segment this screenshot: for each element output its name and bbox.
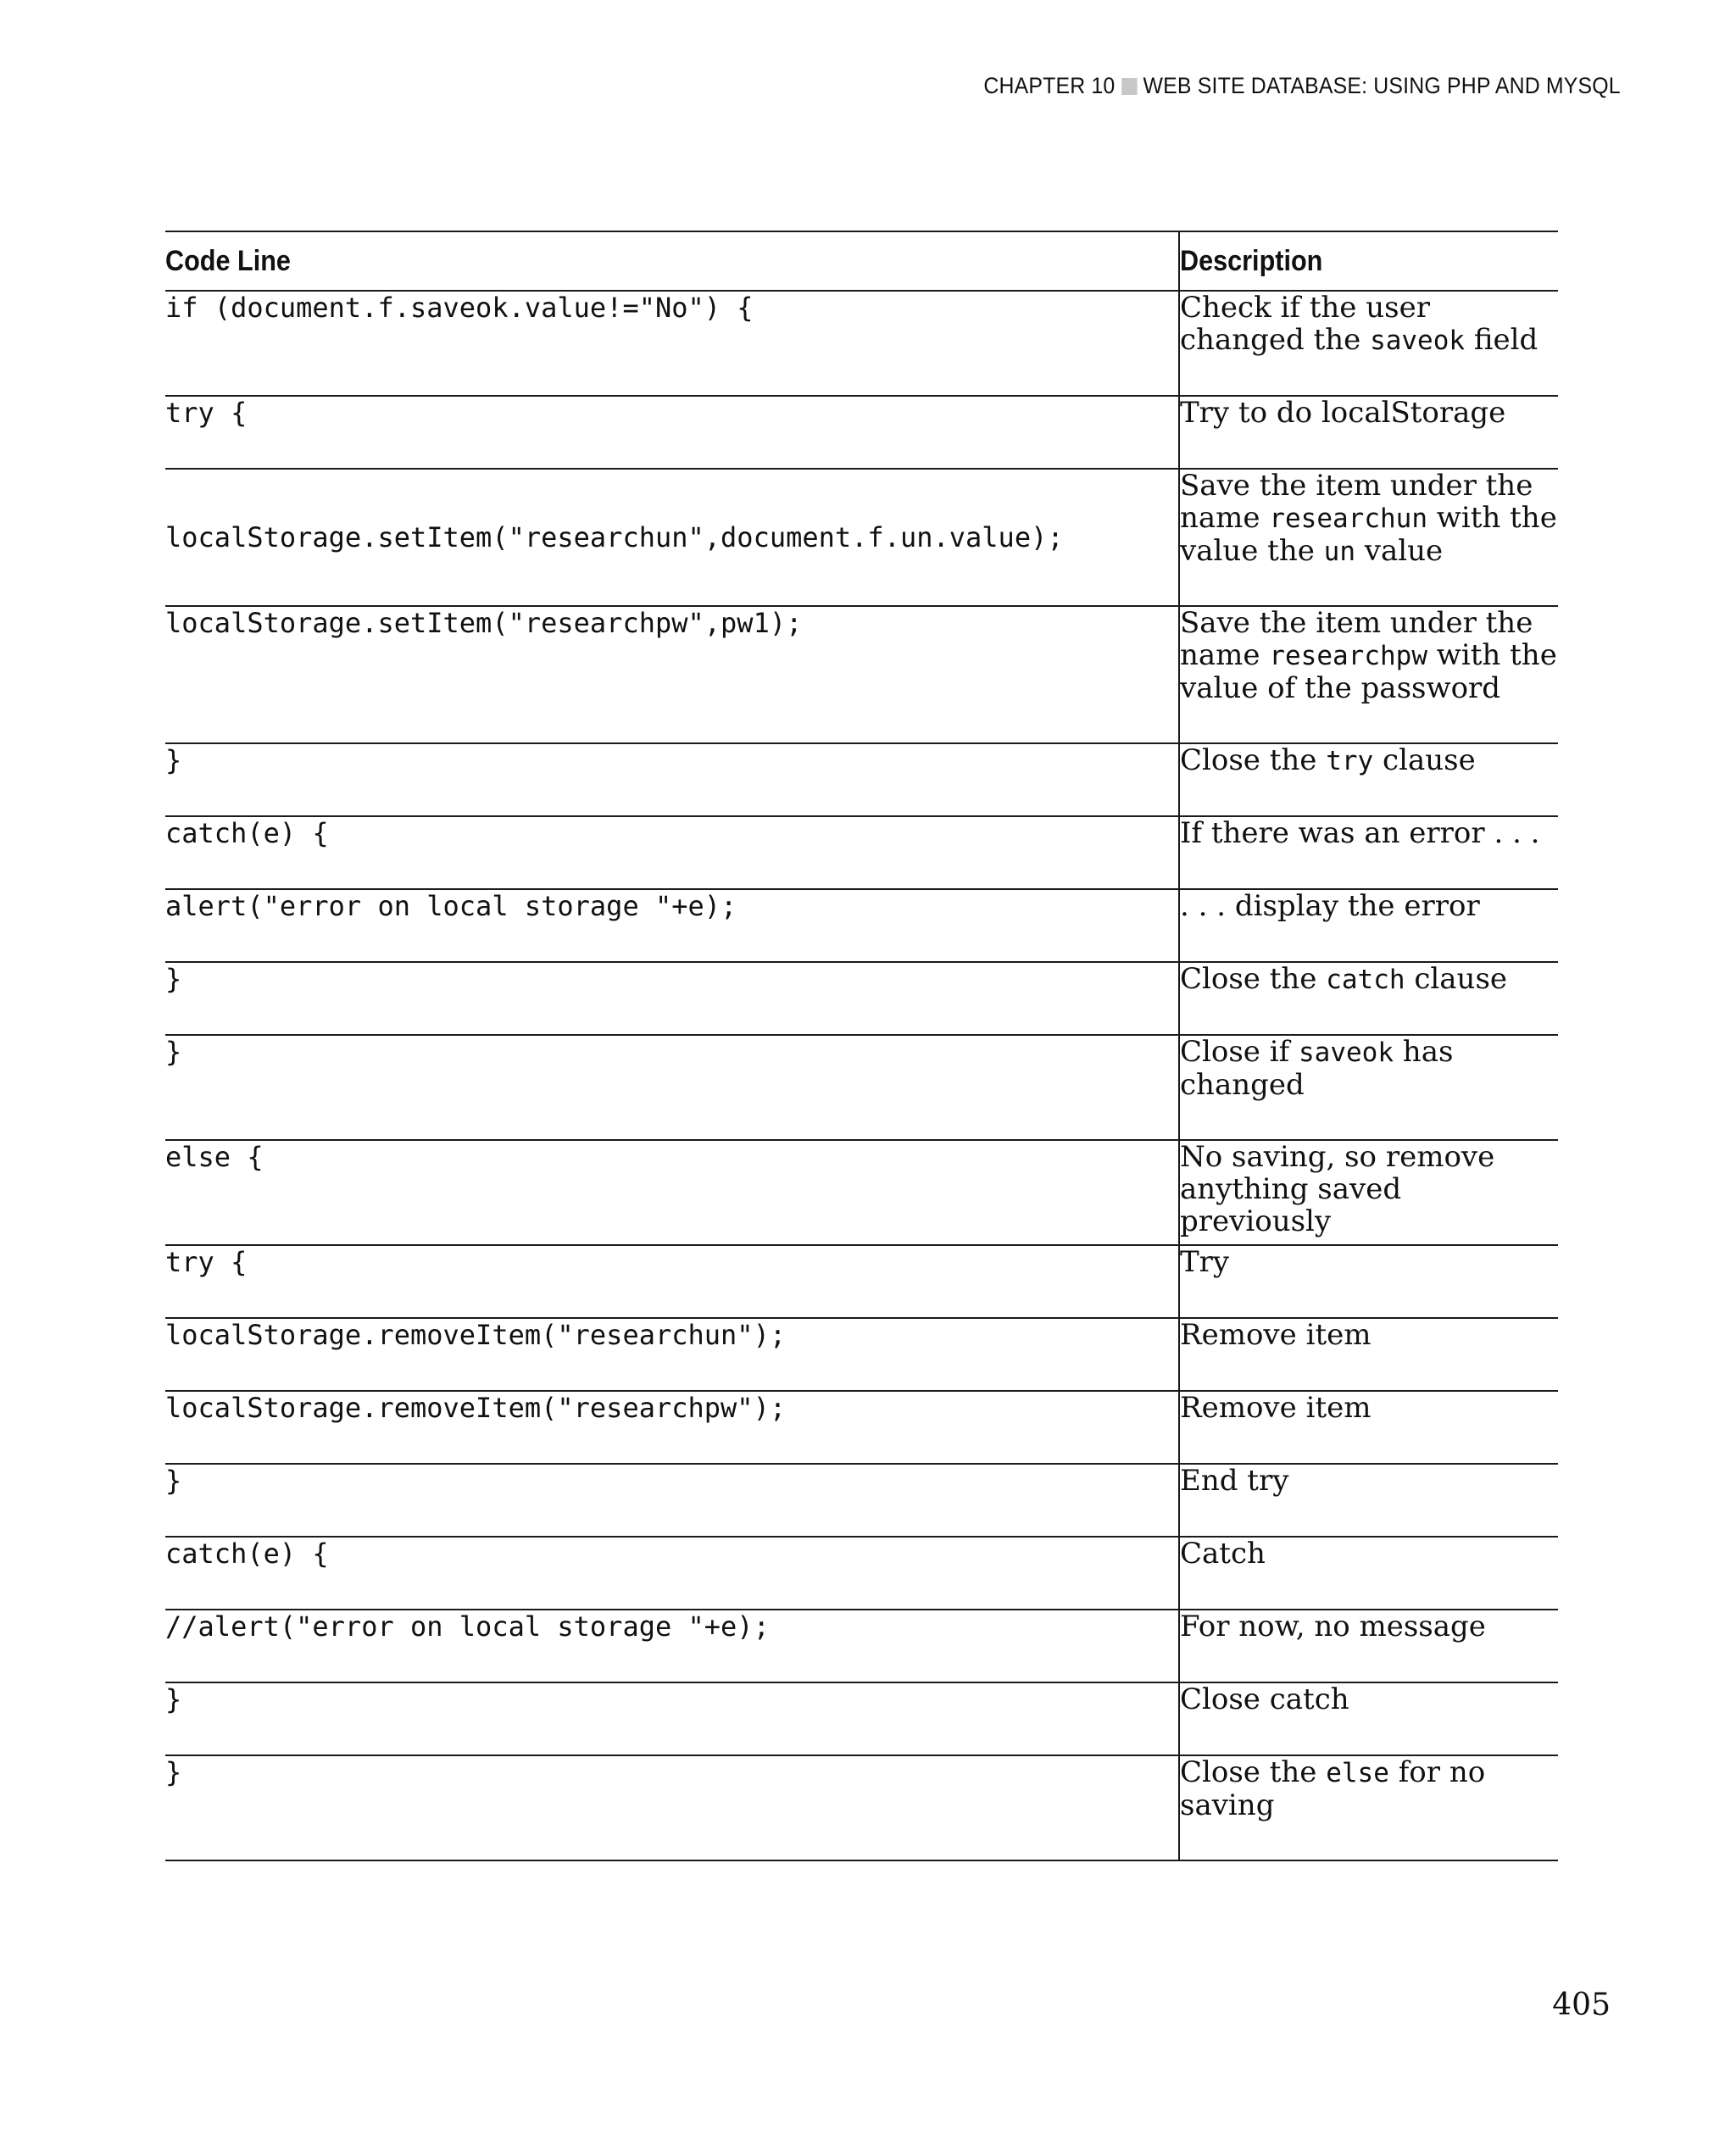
table-row — [165, 1537, 1558, 1610]
description-text: field — [1465, 323, 1538, 357]
code-cell: localStorage.setItem("researchpw",pw1); — [165, 606, 1179, 743]
description-cell — [1179, 1318, 1558, 1391]
inline-code: saveok — [1299, 1037, 1394, 1068]
description-text: Close the — [1180, 743, 1327, 777]
table-row — [165, 1140, 1558, 1245]
table-row — [165, 1610, 1558, 1682]
description-text: Remove item — [1180, 1318, 1372, 1352]
code-cell: if (document.f.saveok.value!="No") { — [165, 291, 1179, 396]
description-text: Try to do localStorage — [1180, 396, 1506, 430]
description-text: If there was an error . . . — [1180, 816, 1540, 850]
code-cell: } — [165, 743, 1179, 816]
table-row — [165, 1755, 1558, 1860]
description-cell — [1179, 469, 1558, 606]
description-text: Check if the user changed the — [1180, 291, 1430, 357]
description-text: For now, no message — [1180, 1610, 1486, 1643]
inline-code: else — [1326, 1758, 1389, 1788]
chapter-title: WEB SITE DATABASE: USING PHP AND MYSQL — [1143, 73, 1621, 98]
table-row — [165, 1035, 1558, 1140]
table-row — [165, 1391, 1558, 1464]
description-cell — [1179, 396, 1558, 469]
code-cell: alert("error on local storage "+e); — [165, 889, 1179, 962]
description-text: Save the item under the name — [1180, 606, 1533, 672]
code-description-table — [165, 231, 1558, 1861]
code-cell: catch(e) { — [165, 1537, 1179, 1610]
code-cell: localStorage.removeItem("researchpw"); — [165, 1391, 1179, 1464]
code-cell: } — [165, 1682, 1179, 1755]
code-cell: } — [165, 1755, 1179, 1860]
table-row — [165, 396, 1558, 469]
code-cell: //alert("error on local storage "+e); — [165, 1610, 1179, 1682]
code-cell: try { — [165, 1245, 1179, 1318]
table-row — [165, 1682, 1558, 1755]
table-header-row — [165, 231, 1558, 291]
description-cell — [1179, 743, 1558, 816]
description-text: Close if — [1180, 1035, 1299, 1069]
description-text: No saving, so remove anything saved previously — [1180, 1140, 1495, 1238]
description-text: clause — [1373, 743, 1476, 777]
code-line-header: Code Line — [165, 231, 1179, 291]
description-cell — [1179, 606, 1558, 743]
description-cell — [1179, 816, 1558, 889]
table-row — [165, 291, 1558, 396]
table-row — [165, 469, 1558, 606]
code-cell: try { — [165, 396, 1179, 469]
inline-code: try — [1326, 746, 1374, 776]
description-cell — [1179, 1682, 1558, 1755]
description-cell — [1179, 1755, 1558, 1860]
description-text: Try — [1180, 1245, 1230, 1279]
description-text: value — [1355, 534, 1444, 568]
description-text: for no saving — [1180, 1755, 1486, 1822]
description-cell — [1179, 1610, 1558, 1682]
inline-code: researchun — [1269, 503, 1427, 534]
chapter-label: CHAPTER 10 — [983, 73, 1116, 98]
description-text: Catch — [1180, 1537, 1266, 1571]
description-text: clause — [1405, 962, 1508, 996]
table-row — [165, 962, 1558, 1035]
description-cell — [1179, 1537, 1558, 1610]
code-cell: } — [165, 962, 1179, 1035]
description-text: Close the — [1180, 1755, 1327, 1789]
description-text: End try — [1180, 1464, 1289, 1498]
description-text: Remove item — [1180, 1391, 1372, 1425]
description-cell — [1179, 962, 1558, 1035]
description-cell — [1179, 1391, 1558, 1464]
code-cell: localStorage.removeItem("researchun"); — [165, 1318, 1179, 1391]
code-cell: } — [165, 1035, 1179, 1140]
page-number: 405 — [1552, 1988, 1611, 2022]
description-text: with the value the — [1180, 501, 1557, 568]
description-cell — [1179, 1035, 1558, 1140]
description-cell — [1179, 291, 1558, 396]
code-cell: localStorage.setItem("researchun",document.f.un.value); — [165, 469, 1179, 606]
description-cell — [1179, 1464, 1558, 1537]
description-text: with the value of the password — [1180, 638, 1557, 705]
running-head — [984, 73, 1621, 99]
description-text: . . . display the error — [1180, 889, 1480, 923]
description-text: Save the item under the name — [1180, 469, 1533, 535]
code-cell: else { — [165, 1140, 1179, 1245]
description-cell — [1179, 1140, 1558, 1245]
table-row — [165, 1318, 1558, 1391]
table-row — [165, 1245, 1558, 1318]
table-row — [165, 889, 1558, 962]
table-row — [165, 743, 1558, 816]
inline-code: researchpw — [1269, 641, 1427, 671]
table-row — [165, 816, 1558, 889]
description-text: has changed — [1180, 1035, 1454, 1102]
description-text: Close catch — [1180, 1682, 1349, 1716]
code-cell: } — [165, 1464, 1179, 1537]
code-cell: catch(e) { — [165, 816, 1179, 889]
description-cell — [1179, 1245, 1558, 1318]
table-row — [165, 606, 1558, 743]
inline-code: catch — [1326, 965, 1405, 995]
description-cell — [1179, 889, 1558, 962]
inline-code: un — [1323, 537, 1355, 567]
separator-square-icon — [1121, 78, 1137, 95]
description-header: Description — [1179, 231, 1558, 291]
table-row — [165, 1464, 1558, 1537]
inline-code: saveok — [1370, 325, 1466, 356]
description-text: Close the — [1180, 962, 1327, 996]
